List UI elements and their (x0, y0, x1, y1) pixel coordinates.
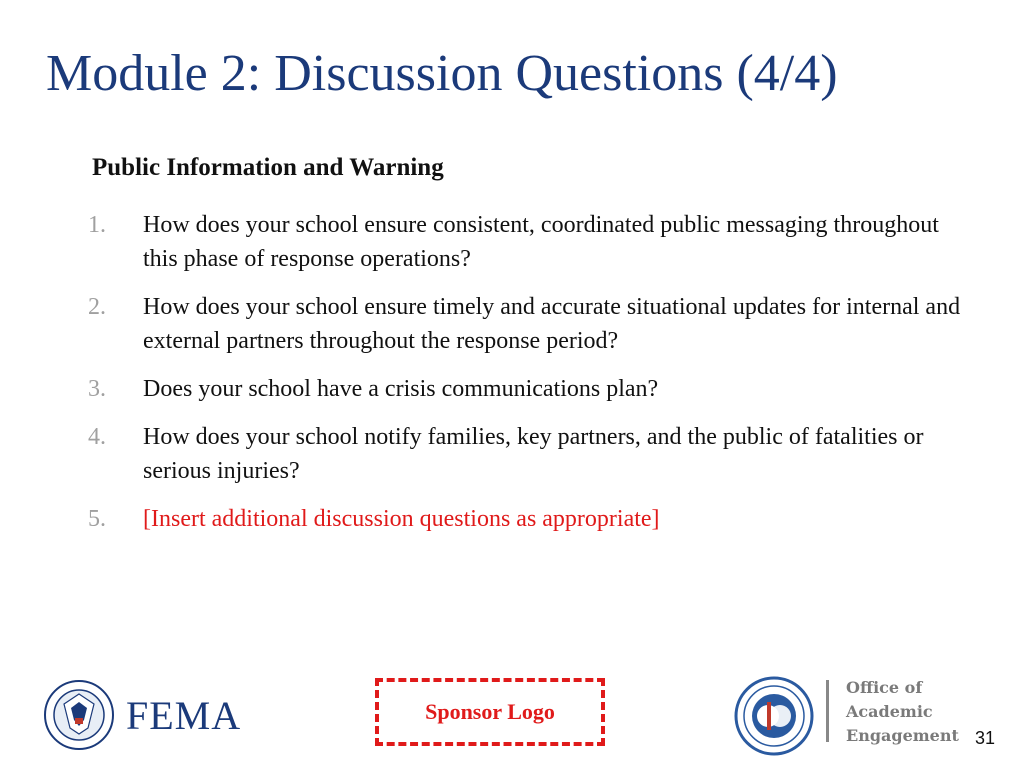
office-line: Academic (846, 702, 933, 721)
sponsor-logo-label: Sponsor Logo (425, 699, 555, 724)
fema-logo-text: FEMA (126, 693, 242, 738)
logo-divider (826, 680, 829, 742)
placeholder-question-text: [Insert additional discussion questions as appropriate] (143, 506, 660, 532)
question-text: How does your school ensure consistent, coordinated public messaging throughout this phase of response operations? (143, 212, 939, 272)
office-of-academic-engagement (846, 676, 959, 748)
dhs-seal-icon (44, 680, 114, 750)
page-number: 31 (975, 728, 996, 748)
question-number: 5. (88, 506, 106, 532)
question-number: 2. (88, 294, 106, 320)
campus-resilience-seal-icon (734, 676, 814, 756)
question-item (88, 208, 968, 276)
question-number: 3. (88, 376, 106, 402)
question-text: How does your school ensure timely and accurate situational updates for internal and external partners throughout the response period? (143, 294, 961, 354)
question-item (88, 420, 968, 488)
question-number: 1. (88, 212, 106, 238)
question-text: Does your school have a crisis communications plan? (143, 376, 659, 402)
question-number: 4. (88, 424, 106, 450)
question-item (88, 290, 968, 358)
slide-title: Module 2: Discussion Questions (4/4) (46, 45, 838, 102)
question-list (88, 208, 968, 550)
office-line: Engagement (846, 726, 959, 745)
question-item (88, 502, 968, 536)
question-text: How does your school notify families, key partners, and the public of fatalities or serious injuries? (143, 424, 924, 484)
office-line: Office of (846, 678, 923, 697)
sponsor-logo-placeholder (375, 678, 605, 746)
section-heading: Public Information and Warning (92, 154, 444, 181)
question-item (88, 372, 968, 406)
